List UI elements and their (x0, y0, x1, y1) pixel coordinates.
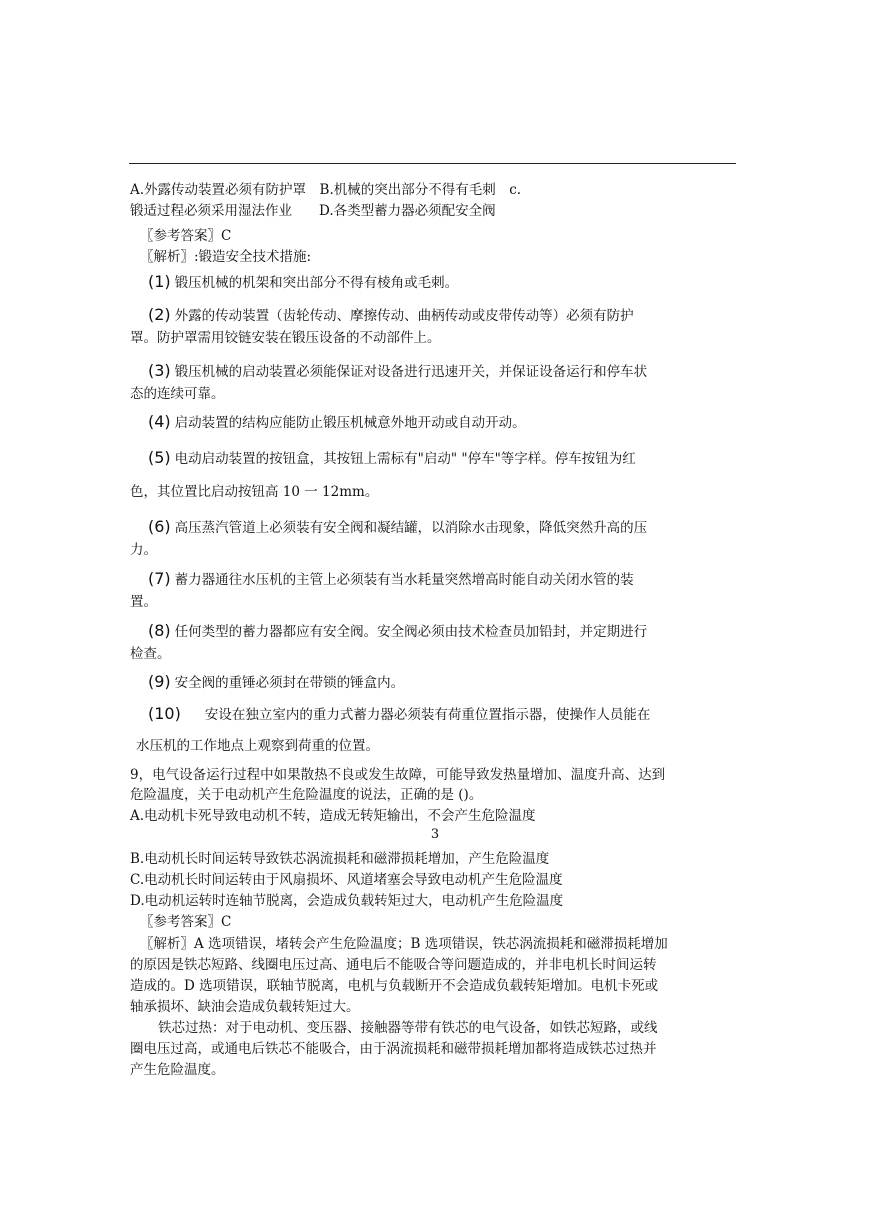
measure-number: (8) (148, 621, 171, 640)
measure-number: (6) (148, 517, 171, 536)
measure-number: (4) (148, 412, 171, 431)
q9-analysis-line2: 的原因是铁芯短路、线圈电压过高、通电后不能吸合等问题造成的，并非电机长时间运转 (130, 957, 657, 973)
q9-answer: 〖参考答案〗C (140, 914, 232, 930)
measure-3-cont: 态的连续可靠。 (130, 386, 225, 402)
measure-6-cont: 力。 (130, 542, 157, 558)
measure-text: 锻压机械的机架和突出部分不得有棱角或毛刺。 (174, 275, 459, 291)
measure-text: 启动装置的结构应能防止锻压机械意外地开动或自动开动。 (174, 415, 526, 431)
measure-8-cont: 检查。 (130, 646, 171, 662)
q9-option-c: C.电动机长时间运转由于风扇损坏、风道堵塞会导致电动机产生危险温度 (130, 872, 563, 888)
measure-9 (148, 672, 754, 693)
q9-stem-line1: 9，电气设备运行过程中如果散热不良或发生故障，可能导致发热量增加、温度升高、达到 (130, 767, 666, 783)
q8-options-line1: A.外露传动装置必须有防护罩 B.机械的突出部分不得有毛刺 c. (130, 182, 522, 198)
q9-note-line3: 产生危险温度。 (130, 1062, 225, 1078)
measure-5-cont: 色，其位置比启动按钮高 10 一 12mm。 (130, 484, 379, 500)
measure-text: 锻压机械的启动装置必须能保证对设备进行迅速开关，并保证设备运行和停车状 (174, 364, 648, 380)
header-rule (129, 163, 736, 164)
measure-8 (148, 621, 754, 642)
measure-10-cont: 水压机的工作地点上观察到荷重的位置。 (136, 738, 379, 754)
q9-analysis-line1: 〖解析〗A 选项错误，堵转会产生危险温度；B 选项错误，铁芯涡流损耗和磁滞损耗增加 (140, 936, 668, 952)
measure-10 (148, 704, 754, 725)
measure-2-cont: 罩。防护罩需用铰链安装在锻压设备的不动部件上。 (130, 330, 441, 346)
measure-number: (1) (148, 272, 171, 291)
measure-2 (148, 305, 754, 326)
measure-text: 安全阀的重锤必须封在带锁的锤盒内。 (174, 675, 405, 691)
q9-stem-line2: 危险温度，关于电动机产生危险温度的说法，正确的是 ()。 (130, 787, 483, 803)
q8-analysis-intro: 〖解析〗:锻造安全技术措施: (140, 249, 312, 265)
measure-number: (10) (148, 704, 181, 723)
measure-number: (7) (148, 569, 171, 588)
measure-text: 安设在独立室内的重力式蓄力器必须装有荷重位置指示器，使操作人员能在 (204, 707, 651, 723)
q9-note-line1: 铁芯过热：对于电动机、变压器、接触器等带有铁芯的电气设备，如铁芯短路，或线 (158, 1020, 658, 1036)
measure-number: (3) (148, 361, 171, 380)
q9-note-line2: 圈电压过高，或通电后铁芯不能吸合，由于涡流损耗和磁带损耗增加都将造成铁芯过热并 (130, 1041, 657, 1057)
measure-1 (148, 272, 754, 293)
q8-answer: 〖参考答案〗C (140, 228, 232, 244)
measure-number: (9) (148, 672, 171, 691)
measure-7-cont: 置。 (130, 594, 157, 610)
measure-number: (2) (148, 305, 171, 324)
q9-analysis-line4: 轴承损坏、缺油会造成负载转矩过大。 (130, 999, 360, 1015)
measure-number: (5) (148, 448, 171, 467)
page-number: 3 (430, 827, 440, 842)
measure-6 (148, 517, 754, 538)
measure-text: 蓄力器通往水压机的主管上必须装有当水耗量突然增高时能自动关闭水管的装 (174, 572, 634, 588)
q9-option-b: B.电动机长时间运转导致铁芯涡流损耗和磁滞损耗增加，产生危险温度 (130, 851, 550, 867)
q9-option-a: A.电动机卡死导致电动机不转，造成无转矩输出，不会产生危险温度 (130, 808, 536, 824)
q9-analysis-line3: 造成的。D 选项错误，联轴节脱离，电机与负载断开不会造成负载转矩增加。电机卡死或 (130, 978, 659, 994)
measure-text: 外露的传动装置（齿轮传动、摩擦传动、曲柄传动或皮带传动等）必须有防护 (174, 308, 634, 324)
measure-text: 高压蒸汽管道上必须装有安全阀和凝结罐，以消除水击现象，降低突然升高的压 (174, 520, 648, 536)
q8-options-line2: 锻适过程必须采用湿法作业 D.各类型蓄力器必须配安全阀 (130, 203, 496, 219)
measure-5 (148, 448, 754, 469)
measure-7 (148, 569, 754, 590)
measure-4 (148, 412, 754, 433)
q9-option-d: D.电动机运转时连轴节脱离，会造成负载转矩过大，电动机产生危险温度 (130, 893, 564, 909)
measure-3 (148, 361, 754, 382)
measure-text: 电动启动装置的按钮盒，其按钮上需标有"启动" "停车"等字样。停车按钮为红 (174, 451, 636, 467)
measure-text: 任何类型的蓄力器都应有安全阀。安全阀必须由技术检查员加铅封，并定期进行 (174, 624, 648, 640)
